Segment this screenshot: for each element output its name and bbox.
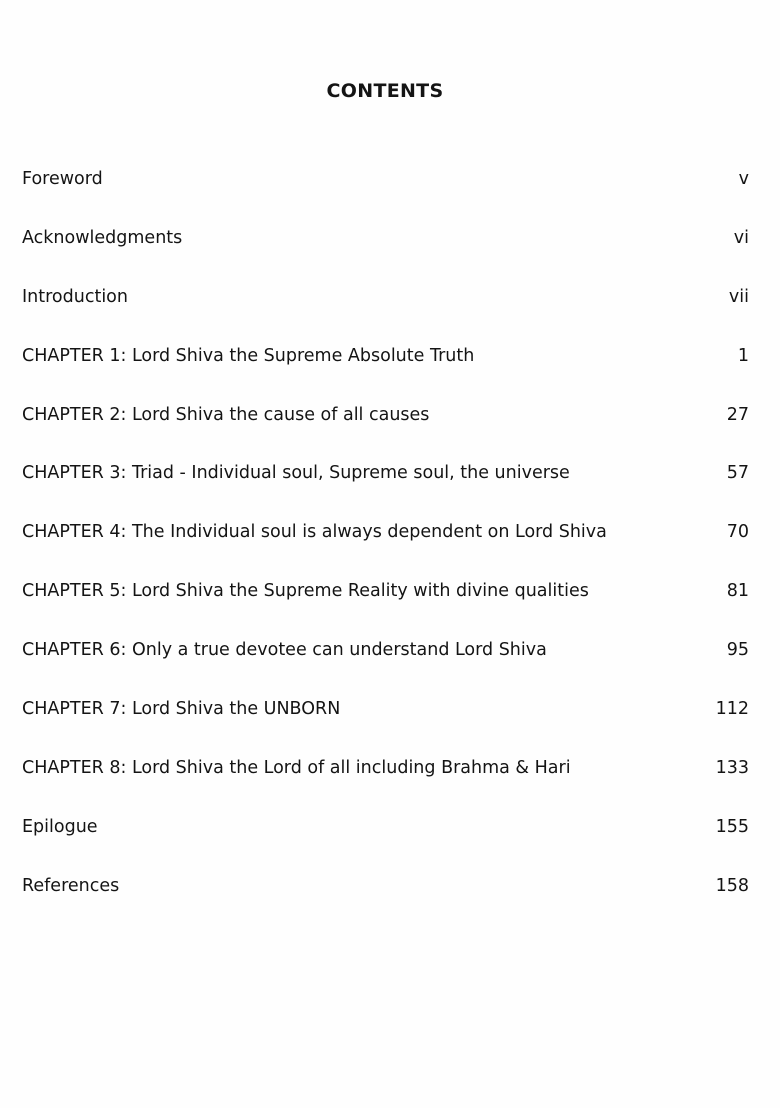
toc-entry-page-number: vi [733, 227, 749, 248]
toc-entry-references [22, 873, 749, 932]
toc-entry-foreword [22, 166, 749, 225]
toc-entry-introduction [22, 284, 749, 343]
toc-entry-chapter-7 [22, 696, 749, 755]
toc-entry-label: CHAPTER 3: Triad - Individual soul, Supreme soul, the universe [22, 463, 570, 484]
toc-entry-chapter-3 [22, 460, 749, 519]
toc-entry-page-number: 133 [715, 757, 749, 778]
toc-entry-chapter-1 [22, 343, 749, 402]
toc-entry-page-number: 112 [715, 699, 749, 720]
toc-entry-label: CHAPTER 4: The Individual soul is always dependent on Lord Shiva [22, 522, 607, 543]
toc-entry-label: CHAPTER 7: Lord Shiva the UNBORN [22, 699, 341, 720]
toc-entry-chapter-8 [22, 755, 749, 814]
toc-entry-label: CHAPTER 5: Lord Shiva the Supreme Reality with divine qualities [22, 581, 589, 602]
toc-entry-page-number: 27 [726, 404, 749, 425]
toc-entry-page-number: 158 [715, 875, 749, 896]
toc-entry-label: Acknowledgments [22, 227, 183, 248]
toc-entry-page-number: 1 [737, 345, 749, 366]
toc-entry-page-number: vii [728, 286, 749, 307]
toc-entry-label: CHAPTER 1: Lord Shiva the Supreme Absolute Truth [22, 345, 475, 366]
table-of-contents [22, 166, 749, 932]
toc-entry-epilogue [22, 814, 749, 873]
toc-entry-page-number: 81 [726, 581, 749, 602]
toc-entry-acknowledgments [22, 225, 749, 284]
toc-entry-label: References [22, 875, 120, 896]
toc-entry-label: CHAPTER 2: Lord Shiva the cause of all causes [22, 404, 430, 425]
page-title: CONTENTS [326, 80, 444, 102]
toc-entry-chapter-5 [22, 578, 749, 637]
toc-entry-chapter-2 [22, 402, 749, 461]
toc-entry-page-number: 95 [726, 640, 749, 661]
toc-entry-page-number: 155 [715, 816, 749, 837]
toc-entry-label: Foreword [22, 169, 103, 189]
toc-entry-label: CHAPTER 6: Only a true devotee can understand Lord Shiva [22, 640, 547, 661]
toc-entry-page-number: 57 [726, 463, 749, 484]
toc-entry-chapter-6 [22, 637, 749, 696]
toc-entry-label: Introduction [22, 286, 128, 307]
toc-entry-page-number: 70 [726, 522, 749, 543]
toc-entry-label: Epilogue [22, 816, 98, 837]
toc-entry-chapter-4 [22, 519, 749, 578]
toc-entry-page-number: v [738, 169, 749, 189]
toc-entry-label: CHAPTER 8: Lord Shiva the Lord of all including Brahma & Hari [22, 757, 571, 778]
